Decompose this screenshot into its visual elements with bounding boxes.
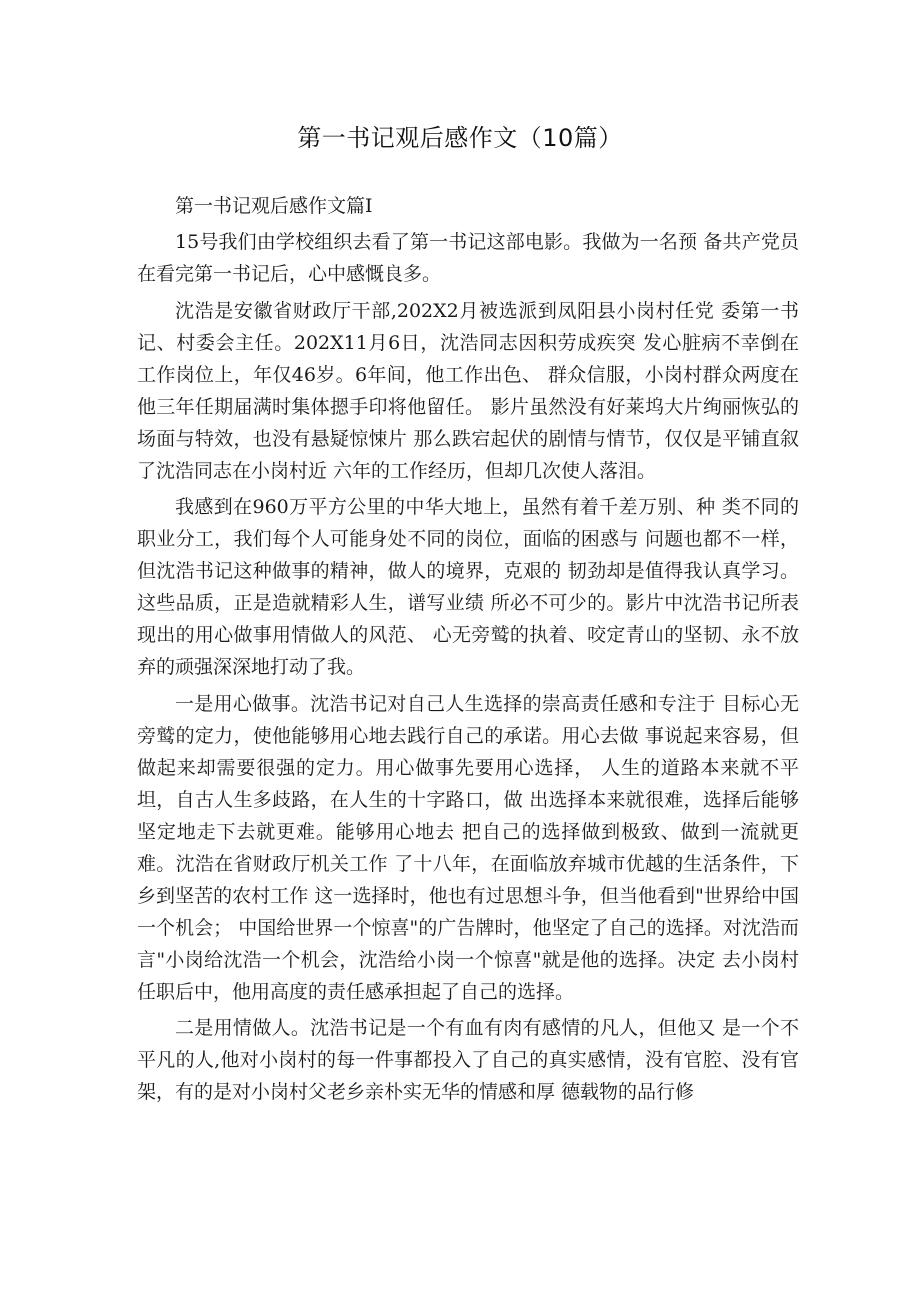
paragraph: 沈浩是安徽省财政厅干部,202X2月被选派到凤阳县小岗村任党 委第一书记、村委会主任。202X11月6日，沈浩同志因积劳成疾突 发心脏病不幸倒在工作岗位上，年仅46岁。6年间，他工作出色、 群众信服，小岗村群众两度在他三年任期届满时集体摁手印将他留任。 影片虽然没有好莱坞大片绚丽恢弘的场面与特效，也没有悬疑惊悚片 那么跌宕起伏的剧情与情节，仅仅是平铺直叙了沈浩同志在小岗村近 六年的工作经历，但却几次使人落泪。 (137, 299, 799, 482)
section-heading: 第一书记观后感作文篇I (175, 195, 373, 217)
document-title: 第一书记观后感作文（10篇） (297, 124, 623, 152)
paragraph: 15号我们由学校组织去看了第一书记这部电影。我做为一名预 备共产党员在看完第一书记后，心中感慨良多。 (137, 231, 799, 285)
paragraph: 一是用心做事。沈浩书记对自己人生选择的崇高责任感和专注于 目标心无旁鹫的定力，使他能够用心地去践行自己的承诺。用心去做 事说起来容易，但做起来却需要很强的定力。用心做事先要用心选择， 人生的道路本来就不平坦，自古人生多歧路，在人生的十字路口，做 出选择本来就很难，选择后能够坚定地走下去就更难。能够用心地去 把自己的选择做到极致、做到一流就更难。沈浩在省财政厅机关工作 了十八年，在面临放弃城市优越的生活条件，下乡到坚苦的农村工作 这一选择时，他也有过思想斗争，但当他看到"世界给中国一个机会； 中国给世界一个惊喜"的广告牌时，他坚定了自己的选择。对沈浩而 言"小岗给沈浩一个机会，沈浩给小岗一个惊喜"就是他的选择。决定 去小岗村任职后中，他用高度的责任感承担起了自己的选择。 (137, 692, 799, 1003)
paragraph: 我感到在960万平方公里的中华大地上，虽然有着千差万别、种 类不同的职业分工，我们每个人可能身处不同的岗位，面临的困惑与 问题也都不一样，但沈浩书记这种做事的精神，做人的境界，克艰的 韧劲却是值得我认真学习。这些品质，正是造就精彩人生，谱写业绩 所必不可少的。影片中沈浩书记所表现出的用心做事用情做人的风范、 心无旁鹫的执着、咬定青山的坚韧、永不放弃的顽强深深地打动了我。 (137, 496, 799, 679)
document-body (137, 190, 799, 1113)
paragraph: 二是用情做人。沈浩书记是一个有血有肉有感情的凡人，但他又 是一个不平凡的人,他对小岗村的每一件事都投入了自己的真实感情，没有官腔、没有官架，有的是对小岗村父老乡亲朴实无华的情感和厚 德载物的品行修 (137, 1017, 799, 1104)
